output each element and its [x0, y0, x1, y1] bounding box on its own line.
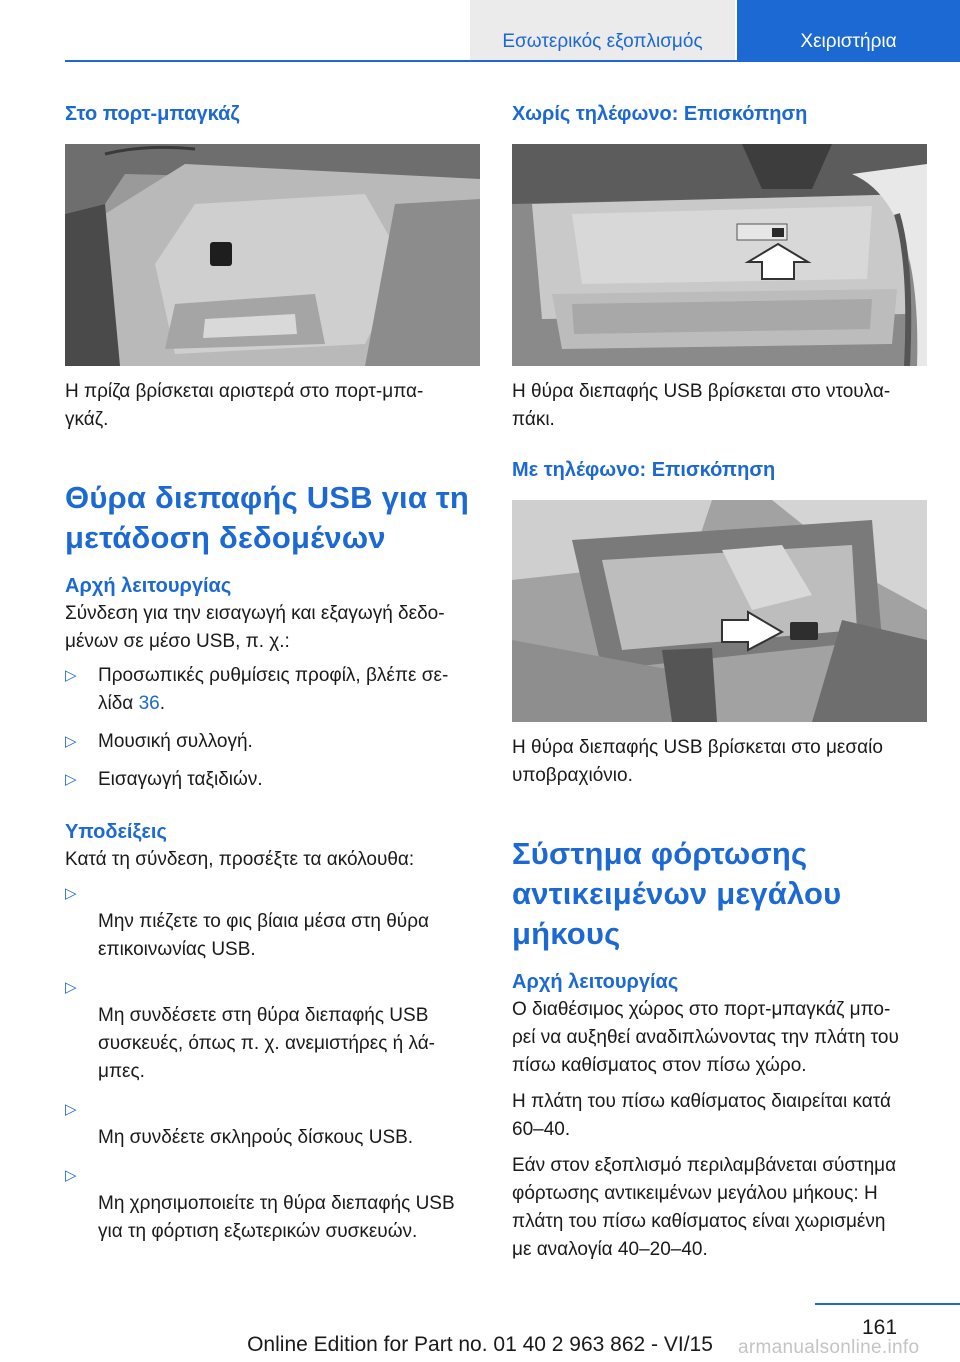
page-number: 161	[862, 1316, 898, 1339]
loading-system-title: Σύστημα φόρτωσης αντικειμένων μεγάλου μήκους	[512, 836, 842, 951]
paragraph: Ο διαθέσιμος χώρος στο πορτ-μπαγκάζ μπο‐ ρεί να αυξηθεί αναδιπλώνοντας την πλάτη του πίσω καθίσματος στον πίσω χώρο.	[512, 999, 899, 1076]
usb-port-icon	[790, 622, 818, 640]
trunk-heading: Στο πορτ-μπαγκάζ	[65, 103, 240, 125]
usb-port-icon	[772, 228, 784, 237]
armrest-usb-image	[512, 500, 927, 722]
phone-heading: Με τηλέφωνο: Επισκόπηση	[512, 459, 776, 481]
page-number-rule	[815, 1303, 960, 1305]
principle-text: Σύνδεση για την εισαγωγή και εξαγωγή δεδο‐ μένων σε μέσο USB, π. χ.:	[65, 603, 445, 652]
list-item: ▷ Μη συνδέσετε στη θύρα διεπαφής USB συσκευές, όπως π. χ. ανεμιστήρες ή λά‐ μπες.	[65, 974, 480, 1086]
page-header	[0, 0, 960, 62]
list-item: ▷ Μη συνδέετε σκληρούς δίσκους USB.	[65, 1096, 480, 1152]
triangle-bullet-icon: ▷	[65, 885, 77, 902]
phone-caption: Η θύρα διεπαφής USB βρίσκεται στο μεσαίο υποβραχιόνιο.	[512, 737, 883, 786]
triangle-bullet-icon: ▷	[65, 1167, 77, 1184]
paragraph: Η πλάτη του πίσω καθίσματος διαιρείται κατά 60–40.	[512, 1091, 891, 1140]
section-tab: Εσωτερικός εξοπλισμός	[470, 0, 735, 60]
triangle-bullet-icon: ▷	[65, 1101, 77, 1118]
trunk-caption: Η πρίζα βρίσκεται αριστερά στο πορτ-μπα‐ γκάζ.	[65, 381, 424, 430]
nophone-caption: Η θύρα διεπαφής USB βρίσκεται στο ντουλα‐ πάκι.	[512, 381, 891, 430]
usb-uses-list	[65, 662, 480, 794]
left-column	[65, 100, 480, 1246]
edition-footer: Online Edition for Part no. 01 40 2 963 862 - VI/15	[247, 1333, 713, 1356]
watermark: armanualsonline.info	[738, 1337, 920, 1358]
paragraph: Εάν στον εξοπλισμό περιλαμβάνεται σύστημα φόρτωσης αντικειμένων μεγάλου μήκους: Η πλάτη του πίσω καθίσματος είναι χωρισμένη με αναλογία 40–20–40.	[512, 1155, 897, 1260]
principle-heading-right: Αρχή λειτουργίας	[512, 971, 679, 993]
right-column	[512, 100, 927, 1264]
triangle-bullet-icon: ▷	[65, 733, 77, 750]
principle-heading: Αρχή λειτουργίας	[65, 575, 232, 597]
usb-section-title: Θύρα διεπαφής USB για τη μετάδοση δεδομένων	[65, 480, 470, 555]
notes-text: Κατά τη σύνδεση, προσέξτε τα ακόλουθα:	[65, 849, 415, 870]
socket-icon	[210, 242, 232, 266]
list-item: ▷ Εισαγωγή ταξιδιών.	[65, 766, 480, 794]
triangle-bullet-icon: ▷	[65, 667, 77, 684]
list-item: ▷ Μην πιέζετε το φις βίαια μέσα στη θύρα επικοινωνίας USB.	[65, 880, 480, 964]
triangle-bullet-icon: ▷	[65, 979, 77, 996]
page-link-36[interactable]: 36	[138, 693, 160, 714]
notes-heading: Υποδείξεις	[65, 821, 167, 843]
glovebox-usb-image	[512, 144, 927, 366]
trunk-socket-image	[65, 144, 480, 366]
list-item: ▷ Μη χρησιμοποιείτε τη θύρα διεπαφής USB για τη φόρτιση εξωτερικών συσκευών.	[65, 1162, 480, 1246]
triangle-bullet-icon: ▷	[65, 771, 77, 788]
nophone-heading: Χωρίς τηλέφωνο: Επισκόπηση	[512, 103, 808, 125]
list-item: ▷ Προσωπικές ρυθμίσεις προφίλ, βλέπε σε‐ λίδα 36.	[65, 662, 480, 718]
chapter-tab: Χειριστήρια	[737, 0, 960, 62]
notes-list	[65, 880, 480, 1246]
header-rule	[65, 60, 960, 62]
list-item: ▷ Μουσική συλλογή.	[65, 728, 480, 756]
